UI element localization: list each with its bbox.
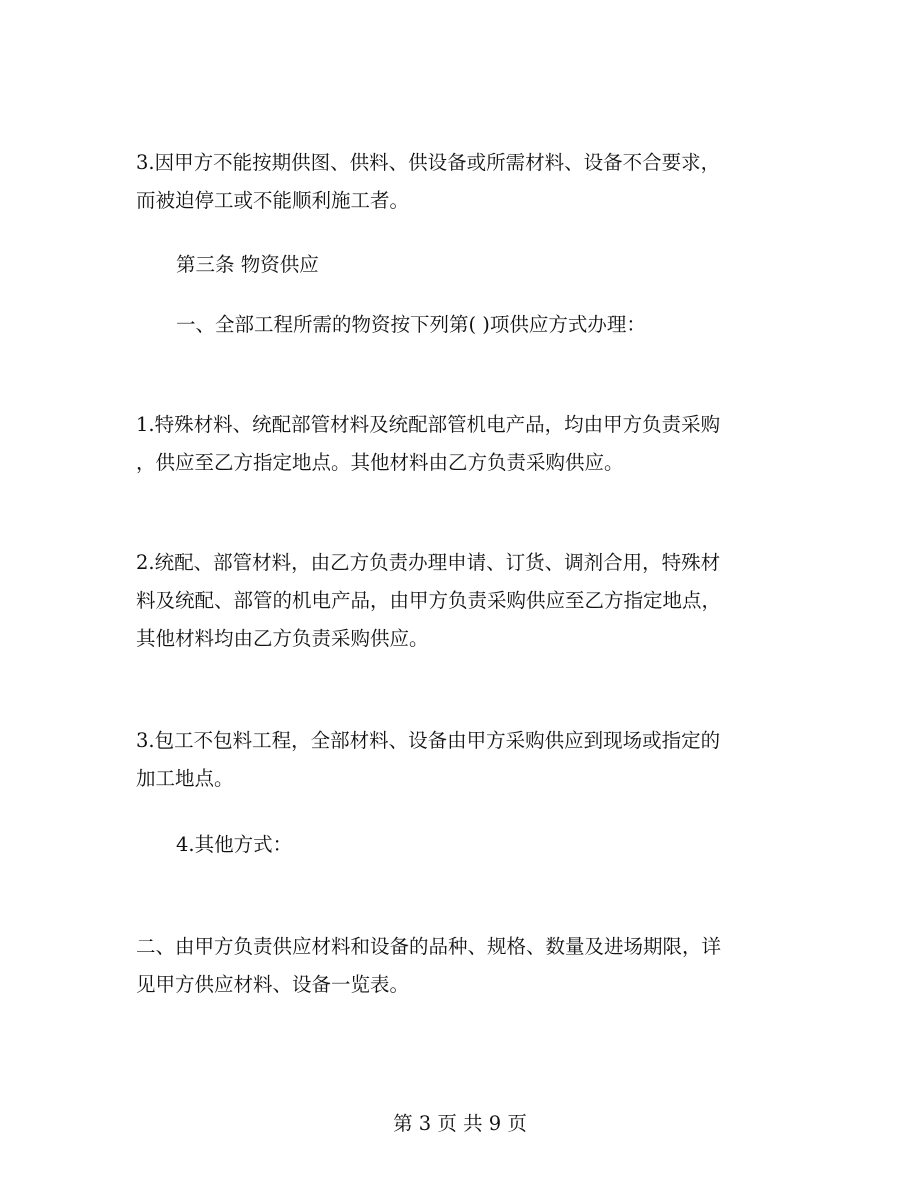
text-line: 3.因甲方不能按期供图、供料、供设备或所需材料、设备不合要求，: [136, 151, 721, 174]
text-line: 见甲方供应材料、设备一览表。: [136, 973, 410, 996]
paragraph-supply-option-4: [176, 826, 826, 864]
paragraph-supply-option-2: [136, 544, 786, 658]
text-line: 1.特殊材料、统配部管材料及统配部管机电产品，均由甲方负责采购: [136, 413, 721, 436]
text-line: 2.统配、部管材料，由乙方负责办理申请、订货、调剂合用，特殊材: [136, 551, 721, 574]
paragraph-delay-clause: [136, 144, 786, 220]
paragraph-supply-option-1: [136, 406, 786, 482]
text-line: 3.包工不包料工程，全部材料、设备由甲方采购供应到现场或指定的: [136, 729, 721, 752]
text-line: 二、由甲方负责供应材料和设备的品种、规格、数量及进场期限，详: [136, 935, 722, 958]
text-line: 而被迫停工或不能顺利施工者。: [136, 189, 410, 212]
text-line: 一、全部工程所需的物资按下列第( )项供应方式办理：: [176, 313, 646, 336]
paragraph-supply-list: [136, 928, 786, 1004]
paragraph-supply-method: [176, 306, 826, 344]
text-line: 加工地点。: [136, 767, 234, 790]
paragraph-supply-option-3: [136, 722, 786, 798]
text-line: ，供应至乙方指定地点。其他材料由乙方负责采购供应。: [136, 451, 624, 474]
text-line: 料及统配、部管的机电产品，由甲方负责采购供应至乙方指定地点，: [136, 589, 722, 612]
section-heading-article-3: [176, 246, 826, 284]
page-number-footer: 第 3 页 共 9 页: [393, 1112, 527, 1135]
text-line: 4.其他方式：: [176, 833, 293, 856]
text-line: 其他材料均由乙方负责采购供应。: [136, 627, 429, 650]
heading-text: 第三条 物资供应: [176, 253, 319, 276]
